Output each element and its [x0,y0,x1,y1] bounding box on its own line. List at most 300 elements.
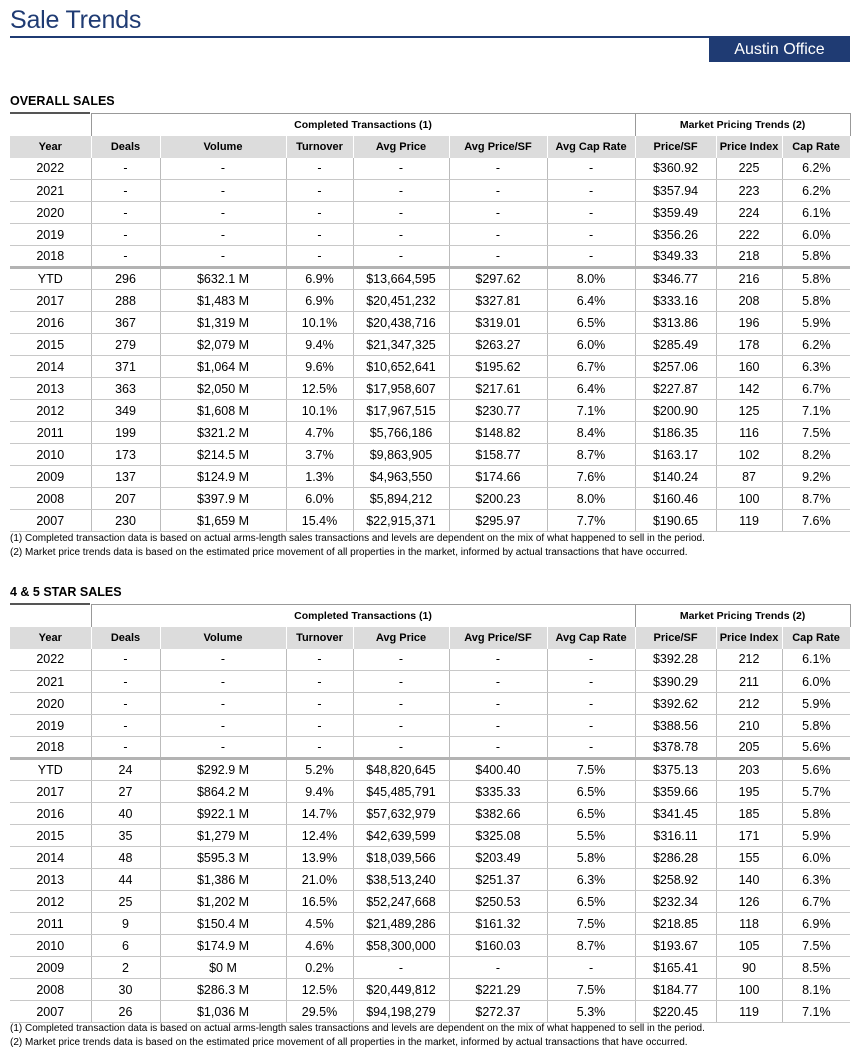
cell-cap-rate: 6.3% [782,869,850,891]
cell-volume: $150.4 M [160,913,286,935]
cell-avg-price-sf: $174.66 [449,466,547,488]
cell-cap-rate: 5.6% [782,759,850,781]
cell-avg-price: $20,449,812 [353,979,449,1001]
cell-price-index: 205 [716,737,782,759]
table-row [10,158,850,180]
cell-year: 2018 [10,737,91,759]
cell-price-sf: $357.94 [635,180,716,202]
cell-price-sf: $193.67 [635,935,716,957]
cell-year: 2021 [10,180,91,202]
cell-avg-price: $5,766,186 [353,422,449,444]
cell-price-sf: $356.26 [635,224,716,246]
cell-price-sf: $200.90 [635,400,716,422]
cell-deals: - [91,649,160,671]
cell-avg-price: $21,347,325 [353,334,449,356]
cell-avg-price-sf: $203.49 [449,847,547,869]
cell-volume: - [160,737,286,759]
cell-price-sf: $333.16 [635,290,716,312]
cell-volume: $1,483 M [160,290,286,312]
cell-avg-price-sf: $335.33 [449,781,547,803]
cell-deals: 40 [91,803,160,825]
cell-avg-price: $18,039,566 [353,847,449,869]
cell-cap-rate: 6.1% [782,202,850,224]
cell-price-sf: $388.56 [635,715,716,737]
cell-deals: - [91,737,160,759]
cell-price-sf: $316.11 [635,825,716,847]
table-row [10,957,850,979]
cell-price-sf: $186.35 [635,422,716,444]
cell-avg-cap-rate: - [547,224,635,246]
cell-price-sf: $349.33 [635,246,716,268]
cell-turnover: 6.9% [286,290,353,312]
cell-volume: - [160,158,286,180]
cell-turnover: 15.4% [286,510,353,532]
table-row [10,913,850,935]
cell-deals: 24 [91,759,160,781]
cell-cap-rate: 6.9% [782,913,850,935]
cell-deals: 288 [91,290,160,312]
cell-turnover: 29.5% [286,1001,353,1023]
cell-avg-cap-rate: 7.7% [547,510,635,532]
cell-avg-price-sf: - [449,202,547,224]
cell-price-sf: $286.28 [635,847,716,869]
cell-deals: 363 [91,378,160,400]
cell-price-index: 222 [716,224,782,246]
cell-turnover: 9.6% [286,356,353,378]
col-turnover: Turnover [286,136,353,158]
cell-deals: 296 [91,268,160,290]
cell-deals: - [91,693,160,715]
cell-cap-rate: 6.0% [782,224,850,246]
cell-turnover: 6.0% [286,488,353,510]
cell-year: 2017 [10,781,91,803]
cell-price-index: 126 [716,891,782,913]
overall-sales-table [10,113,851,532]
cell-turnover: - [286,224,353,246]
cell-year: 2007 [10,510,91,532]
group-completed-transactions: Completed Transactions (1) [91,114,635,136]
col-avg-price: Avg Price [353,627,449,649]
cell-avg-cap-rate: 7.5% [547,759,635,781]
cell-volume: - [160,693,286,715]
cell-deals: 9 [91,913,160,935]
cell-avg-cap-rate: 8.4% [547,422,635,444]
cell-price-sf: $258.92 [635,869,716,891]
cell-cap-rate: 6.2% [782,180,850,202]
cell-avg-cap-rate: - [547,246,635,268]
cell-price-sf: $378.78 [635,737,716,759]
cell-year: 2016 [10,803,91,825]
cell-avg-cap-rate: - [547,202,635,224]
cell-price-sf: $375.13 [635,759,716,781]
cell-volume: $632.1 M [160,268,286,290]
table-row [10,246,850,268]
cell-cap-rate: 5.9% [782,312,850,334]
table-row [10,737,850,759]
group-completed-transactions: Completed Transactions (1) [91,605,635,627]
cell-turnover: - [286,649,353,671]
cell-price-index: 203 [716,759,782,781]
cell-avg-cap-rate: 5.3% [547,1001,635,1023]
cell-cap-rate: 6.0% [782,847,850,869]
cell-turnover: - [286,158,353,180]
cell-year: 2016 [10,312,91,334]
cell-price-index: 224 [716,202,782,224]
group-market-pricing-trends: Market Pricing Trends (2) [635,605,850,627]
cell-turnover: 12.5% [286,979,353,1001]
cell-avg-price-sf: - [449,246,547,268]
cell-avg-price: $13,664,595 [353,268,449,290]
cell-avg-price: - [353,957,449,979]
cell-avg-price-sf: $250.53 [449,891,547,913]
col-avg-price: Avg Price [353,136,449,158]
cell-avg-cap-rate: - [547,158,635,180]
column-header-row [10,136,850,158]
table-row [10,224,850,246]
cell-year: 2020 [10,693,91,715]
cell-volume: $595.3 M [160,847,286,869]
cell-avg-price-sf: $263.27 [449,334,547,356]
cell-volume: - [160,649,286,671]
cell-avg-price: - [353,737,449,759]
cell-year: 2013 [10,869,91,891]
cell-avg-price: - [353,671,449,693]
cell-turnover: 4.5% [286,913,353,935]
cell-year: 2011 [10,422,91,444]
table-row [10,891,850,913]
cell-deals: 230 [91,510,160,532]
cell-avg-price: $17,967,515 [353,400,449,422]
cell-year: YTD [10,759,91,781]
cell-price-sf: $341.45 [635,803,716,825]
cell-avg-price-sf: $148.82 [449,422,547,444]
cell-avg-price-sf: - [449,158,547,180]
footnote-2: (2) Market price trends data is based on the estimated price movement of all properties in the market, informed by actual transactions that have occurred. [10,1037,688,1048]
table-row [10,312,850,334]
cell-year: 2022 [10,158,91,180]
cell-year: 2011 [10,913,91,935]
col-price-sf: Price/SF [635,136,716,158]
overall-footnotes [10,532,705,560]
cell-year: 2014 [10,356,91,378]
col-avg-cap-rate: Avg Cap Rate [547,627,635,649]
cell-avg-price-sf: $297.62 [449,268,547,290]
table-row [10,979,850,1001]
cell-avg-cap-rate: - [547,715,635,737]
cell-year: 2018 [10,246,91,268]
cell-cap-rate: 6.1% [782,649,850,671]
cell-turnover: - [286,671,353,693]
cell-deals: 137 [91,466,160,488]
cell-deals: 371 [91,356,160,378]
cell-price-index: 119 [716,1001,782,1023]
cell-avg-cap-rate: 7.6% [547,466,635,488]
cell-deals: 207 [91,488,160,510]
cell-volume: $1,319 M [160,312,286,334]
cell-price-sf: $184.77 [635,979,716,1001]
cell-avg-cap-rate: 6.4% [547,290,635,312]
cell-avg-cap-rate: 6.3% [547,869,635,891]
cell-year: 2020 [10,202,91,224]
cell-year: 2022 [10,649,91,671]
cell-turnover: 4.7% [286,422,353,444]
overall-sales-title: OVERALL SALES [10,94,115,108]
table-row [10,290,850,312]
cell-price-index: 211 [716,671,782,693]
cell-cap-rate: 5.9% [782,693,850,715]
cell-deals: 279 [91,334,160,356]
cell-volume: $174.9 M [160,935,286,957]
cell-price-index: 105 [716,935,782,957]
cell-price-sf: $218.85 [635,913,716,935]
star-sales-table [10,604,851,1023]
cell-volume: - [160,715,286,737]
cell-cap-rate: 5.7% [782,781,850,803]
star-footnotes [10,1022,705,1050]
cell-price-index: 212 [716,693,782,715]
table-row [10,803,850,825]
cell-deals: 349 [91,400,160,422]
cell-price-index: 140 [716,869,782,891]
cell-deals: - [91,671,160,693]
cell-price-index: 125 [716,400,782,422]
table-row [10,444,850,466]
cell-volume: $1,064 M [160,356,286,378]
cell-volume: $864.2 M [160,781,286,803]
cell-avg-cap-rate: 7.5% [547,913,635,935]
cell-avg-cap-rate: 5.8% [547,847,635,869]
cell-price-index: 90 [716,957,782,979]
cell-volume: $214.5 M [160,444,286,466]
cell-price-sf: $160.46 [635,488,716,510]
cell-year: 2009 [10,466,91,488]
cell-avg-cap-rate: - [547,693,635,715]
cell-year: 2008 [10,979,91,1001]
cell-volume: $1,036 M [160,1001,286,1023]
footnote-1: (1) Completed transaction data is based on actual arms-length sales transactions and levels are dependent on the mix of what happened to sell in the period. [10,533,705,544]
col-price-index: Price Index [716,627,782,649]
cell-avg-price-sf: $295.97 [449,510,547,532]
cell-avg-price: $17,958,607 [353,378,449,400]
cell-turnover: 0.2% [286,957,353,979]
cell-turnover: 10.1% [286,312,353,334]
cell-avg-price: $10,652,641 [353,356,449,378]
page-title: Sale Trends [10,6,142,34]
cell-price-index: 212 [716,649,782,671]
cell-avg-price-sf: $400.40 [449,759,547,781]
cell-cap-rate: 7.1% [782,1001,850,1023]
cell-avg-price-sf: $221.29 [449,979,547,1001]
cell-turnover: 21.0% [286,869,353,891]
table-row [10,781,850,803]
cell-deals: - [91,715,160,737]
table-row [10,400,850,422]
cell-cap-rate: 5.8% [782,715,850,737]
cell-price-index: 160 [716,356,782,378]
col-avg-cap-rate: Avg Cap Rate [547,136,635,158]
cell-price-index: 225 [716,158,782,180]
cell-price-index: 102 [716,444,782,466]
cell-volume: $2,050 M [160,378,286,400]
cell-avg-price-sf: $161.32 [449,913,547,935]
cell-deals: 48 [91,847,160,869]
cell-cap-rate: 5.8% [782,290,850,312]
cell-cap-rate: 8.1% [782,979,850,1001]
cell-year: YTD [10,268,91,290]
table-row [10,693,850,715]
cell-turnover: - [286,715,353,737]
cell-avg-price: - [353,158,449,180]
cell-volume: $286.3 M [160,979,286,1001]
cell-avg-price: $20,438,716 [353,312,449,334]
cell-deals: - [91,224,160,246]
cell-price-index: 223 [716,180,782,202]
cell-avg-cap-rate: 6.5% [547,803,635,825]
cell-price-index: 178 [716,334,782,356]
table-row [10,649,850,671]
cell-price-index: 155 [716,847,782,869]
cell-avg-price: - [353,246,449,268]
cell-avg-cap-rate: 7.5% [547,979,635,1001]
cell-avg-price: - [353,693,449,715]
col-volume: Volume [160,136,286,158]
table-row [10,268,850,290]
table-row [10,825,850,847]
table-row [10,847,850,869]
cell-avg-price-sf: $195.62 [449,356,547,378]
cell-volume: $1,608 M [160,400,286,422]
cell-cap-rate: 5.8% [782,268,850,290]
cell-avg-price: - [353,202,449,224]
cell-avg-price: $22,915,371 [353,510,449,532]
cell-turnover: - [286,180,353,202]
col-deals: Deals [91,627,160,649]
cell-avg-price-sf: $158.77 [449,444,547,466]
footnote-1: (1) Completed transaction data is based on actual arms-length sales transactions and levels are dependent on the mix of what happened to sell in the period. [10,1023,705,1034]
cell-avg-price-sf: $325.08 [449,825,547,847]
cell-price-sf: $257.06 [635,356,716,378]
col-turnover: Turnover [286,627,353,649]
cell-avg-cap-rate: - [547,737,635,759]
cell-year: 2010 [10,444,91,466]
cell-deals: 6 [91,935,160,957]
cell-avg-cap-rate: - [547,957,635,979]
table-row [10,466,850,488]
cell-avg-price: $57,632,979 [353,803,449,825]
cell-avg-price: $5,894,212 [353,488,449,510]
cell-price-sf: $313.86 [635,312,716,334]
cell-deals: 25 [91,891,160,913]
cell-turnover: 13.9% [286,847,353,869]
cell-price-index: 100 [716,979,782,1001]
cell-avg-cap-rate: 6.5% [547,891,635,913]
table-row [10,334,850,356]
cell-avg-price-sf: $200.23 [449,488,547,510]
cell-volume: - [160,246,286,268]
col-year: Year [10,627,91,649]
star-sales-title: 4 & 5 STAR SALES [10,585,122,599]
cell-price-sf: $392.28 [635,649,716,671]
cell-year: 2007 [10,1001,91,1023]
cell-volume: $1,202 M [160,891,286,913]
cell-year: 2017 [10,290,91,312]
cell-cap-rate: 7.1% [782,400,850,422]
cell-cap-rate: 6.7% [782,891,850,913]
cell-year: 2010 [10,935,91,957]
cell-deals: 2 [91,957,160,979]
column-header-row [10,627,850,649]
col-price-index: Price Index [716,136,782,158]
cell-price-index: 218 [716,246,782,268]
col-avg-price-sf: Avg Price/SF [449,627,547,649]
cell-year: 2021 [10,671,91,693]
cell-year: 2014 [10,847,91,869]
cell-price-sf: $285.49 [635,334,716,356]
cell-volume: - [160,202,286,224]
cell-turnover: - [286,246,353,268]
cell-turnover: 3.7% [286,444,353,466]
cell-deals: 26 [91,1001,160,1023]
cell-avg-price: $45,485,791 [353,781,449,803]
cell-cap-rate: 8.7% [782,488,850,510]
cell-avg-price-sf: $382.66 [449,803,547,825]
cell-year: 2015 [10,334,91,356]
cell-avg-cap-rate: 5.5% [547,825,635,847]
cell-turnover: 6.9% [286,268,353,290]
cell-price-index: 196 [716,312,782,334]
cell-volume: $0 M [160,957,286,979]
cell-avg-price-sf: - [449,180,547,202]
table-row [10,1001,850,1023]
cell-avg-cap-rate: 6.5% [547,312,635,334]
cell-price-sf: $220.45 [635,1001,716,1023]
cell-avg-price: - [353,649,449,671]
cell-price-index: 195 [716,781,782,803]
cell-year: 2019 [10,715,91,737]
table-row [10,510,850,532]
col-cap-rate: Cap Rate [782,136,850,158]
cell-avg-cap-rate: 8.7% [547,935,635,957]
cell-price-sf: $190.65 [635,510,716,532]
cell-avg-cap-rate: 6.0% [547,334,635,356]
cell-turnover: 12.5% [286,378,353,400]
cell-avg-price: $21,489,286 [353,913,449,935]
cell-turnover: 10.1% [286,400,353,422]
cell-cap-rate: 5.9% [782,825,850,847]
cell-cap-rate: 5.8% [782,803,850,825]
cell-price-sf: $359.49 [635,202,716,224]
cell-avg-cap-rate: - [547,180,635,202]
cell-price-index: 142 [716,378,782,400]
cell-deals: - [91,202,160,224]
cell-price-sf: $165.41 [635,957,716,979]
cell-avg-price-sf: $160.03 [449,935,547,957]
cell-turnover: 16.5% [286,891,353,913]
cell-cap-rate: 7.5% [782,422,850,444]
table-row [10,935,850,957]
cell-avg-cap-rate: - [547,671,635,693]
cell-avg-price-sf: - [449,693,547,715]
cell-volume: $397.9 M [160,488,286,510]
cell-deals: - [91,180,160,202]
cell-avg-price: $42,639,599 [353,825,449,847]
cell-turnover: - [286,202,353,224]
cell-volume: $292.9 M [160,759,286,781]
cell-price-index: 100 [716,488,782,510]
table-row [10,202,850,224]
cell-avg-price: - [353,180,449,202]
cell-avg-cap-rate: 8.0% [547,488,635,510]
